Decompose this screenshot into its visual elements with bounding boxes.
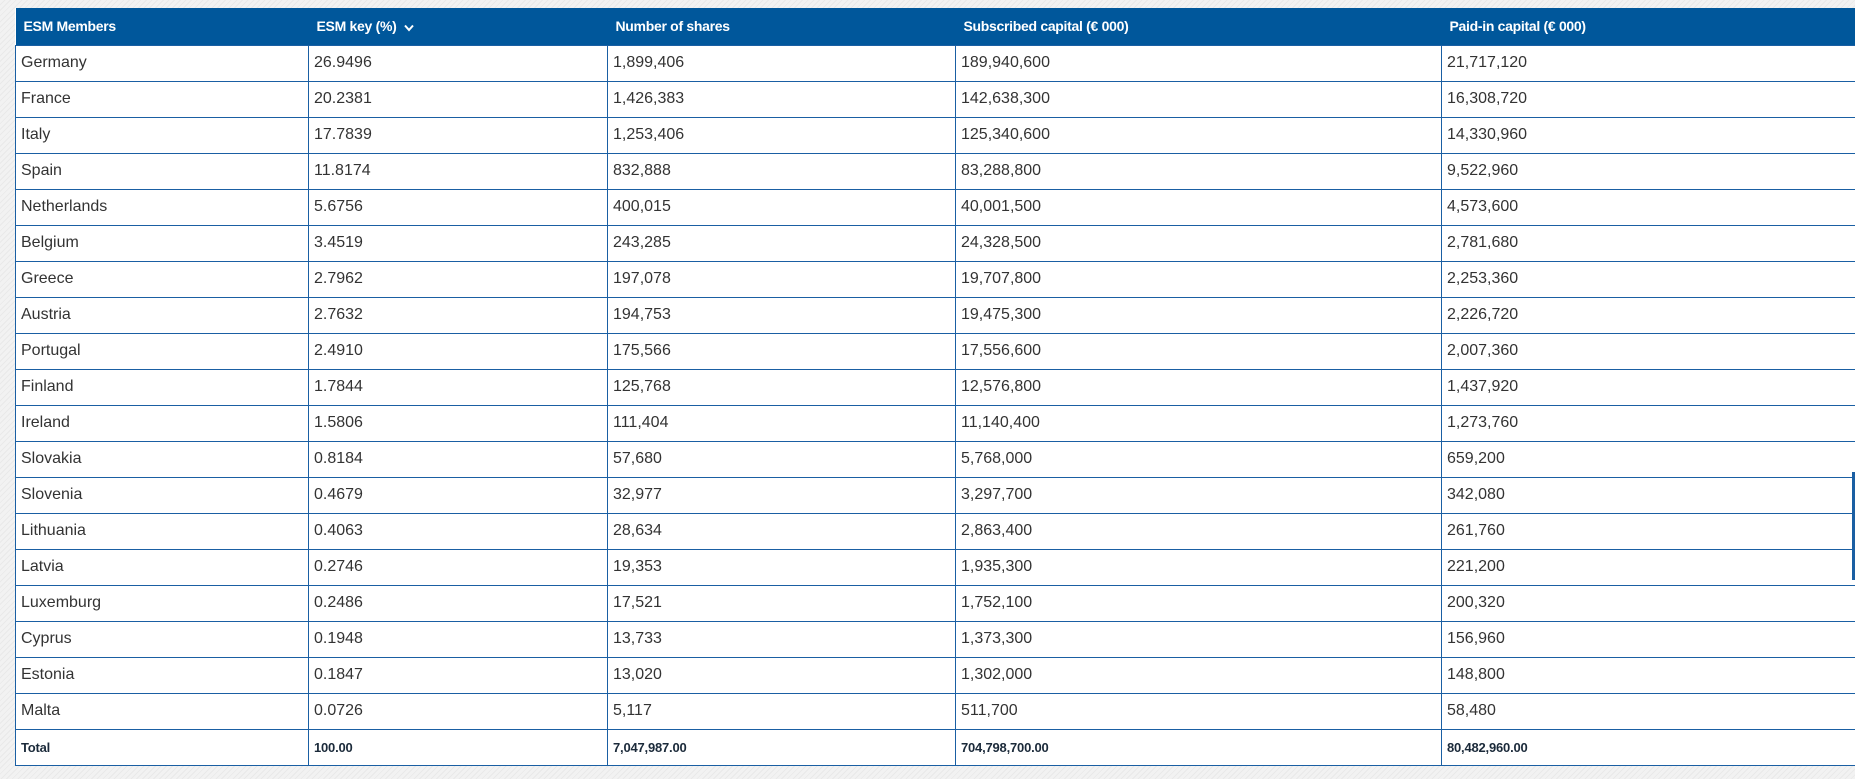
cell-member: Luxemburg (16, 585, 309, 621)
column-header-label: Paid-in capital (€ 000) (1449, 18, 1586, 35)
table-row (16, 513, 1855, 549)
cell-esm-key: 3.4519 (309, 225, 608, 261)
cell-subscribed: 511,700 (956, 693, 1442, 729)
cell-esm-key: 1.5806 (309, 405, 608, 441)
cell-paid-in: 1,437,920 (1442, 369, 1855, 405)
cell-paid-in: 2,226,720 (1442, 297, 1855, 333)
cell-subscribed: 125,340,600 (956, 117, 1442, 153)
cell-shares: 32,977 (608, 477, 956, 513)
table-row (16, 153, 1855, 189)
cell-subscribed: 1,752,100 (956, 585, 1442, 621)
column-header-esm-key[interactable] (309, 8, 608, 45)
cell-esm-key: 11.8174 (309, 153, 608, 189)
table-row (16, 45, 1855, 81)
cell-shares: 243,285 (608, 225, 956, 261)
table-row (16, 693, 1855, 729)
cell-subscribed: 83,288,800 (956, 153, 1442, 189)
cell-paid-in: 2,007,360 (1442, 333, 1855, 369)
cell-member: Ireland (16, 405, 309, 441)
cell-paid-in: 1,273,760 (1442, 405, 1855, 441)
cell-subscribed: 12,576,800 (956, 369, 1442, 405)
column-header-label: ESM Members (23, 18, 116, 35)
cell-subscribed: 189,940,600 (956, 45, 1442, 81)
cell-member: Austria (16, 297, 309, 333)
cell-paid-in: 2,253,360 (1442, 261, 1855, 297)
column-header-label: ESM key (%) (316, 17, 397, 34)
cell-subscribed: 1,373,300 (956, 621, 1442, 657)
cell-member: Latvia (16, 549, 309, 585)
cell-shares: 194,753 (608, 297, 956, 333)
cell-shares: 832,888 (608, 153, 956, 189)
table-row (16, 189, 1855, 225)
cell-paid-in: 58,480 (1442, 693, 1855, 729)
table-row (16, 81, 1855, 117)
column-header-subscribed-capital[interactable] (956, 8, 1442, 45)
cell-shares: 1,426,383 (608, 81, 956, 117)
cell-subscribed: 3,297,700 (956, 477, 1442, 513)
table-row (16, 261, 1855, 297)
cell-paid-in: 200,320 (1442, 585, 1855, 621)
cell-esm-key: 0.2746 (309, 549, 608, 585)
table-header (16, 8, 1855, 45)
cell-shares: 19,353 (608, 549, 956, 585)
cell-shares: 13,020 (608, 657, 956, 693)
table-row (16, 297, 1855, 333)
cell-paid-in: 9,522,960 (1442, 153, 1855, 189)
table-row (16, 369, 1855, 405)
cell-esm-key: 0.1847 (309, 657, 608, 693)
cell-shares: 197,078 (608, 261, 956, 297)
cell-shares: 5,117 (608, 693, 956, 729)
cell-subscribed: 2,863,400 (956, 513, 1442, 549)
cell-esm-key: 2.7962 (309, 261, 608, 297)
cell-subscribed: 40,001,500 (956, 189, 1442, 225)
table-body (16, 45, 1855, 765)
cell-member: Cyprus (16, 621, 309, 657)
column-header-label: Subscribed capital (€ 000) (963, 18, 1129, 35)
cell-member: Estonia (16, 657, 309, 693)
cell-esm-key: 0.1948 (309, 621, 608, 657)
total-paid-in: 80,482,960.00 (1442, 729, 1855, 765)
total-shares: 7,047,987.00 (608, 729, 956, 765)
cell-paid-in: 221,200 (1442, 549, 1855, 585)
cell-member: Greece (16, 261, 309, 297)
table-row (16, 117, 1855, 153)
cell-shares: 57,680 (608, 441, 956, 477)
cell-member: Malta (16, 693, 309, 729)
cell-shares: 125,768 (608, 369, 956, 405)
cell-esm-key: 0.0726 (309, 693, 608, 729)
cell-subscribed: 17,556,600 (956, 333, 1442, 369)
cell-subscribed: 19,707,800 (956, 261, 1442, 297)
cell-shares: 111,404 (608, 405, 956, 441)
cell-subscribed: 142,638,300 (956, 81, 1442, 117)
cell-esm-key: 0.4063 (309, 513, 608, 549)
cell-paid-in: 21,717,120 (1442, 45, 1855, 81)
cell-shares: 17,521 (608, 585, 956, 621)
cell-member: Spain (16, 153, 309, 189)
cell-esm-key: 20.2381 (309, 81, 608, 117)
cell-member: Finland (16, 369, 309, 405)
table-row (16, 657, 1855, 693)
cell-shares: 1,899,406 (608, 45, 956, 81)
cell-esm-key: 0.2486 (309, 585, 608, 621)
cell-esm-key: 5.6756 (309, 189, 608, 225)
column-header-esm-members[interactable] (16, 8, 309, 45)
cell-paid-in: 148,800 (1442, 657, 1855, 693)
cell-paid-in: 4,573,600 (1442, 189, 1855, 225)
cell-paid-in: 659,200 (1442, 441, 1855, 477)
cell-esm-key: 1.7844 (309, 369, 608, 405)
cell-subscribed: 5,768,000 (956, 441, 1442, 477)
cell-esm-key: 2.4910 (309, 333, 608, 369)
total-subscribed: 704,798,700.00 (956, 729, 1442, 765)
cell-member: Netherlands (16, 189, 309, 225)
cell-esm-key: 17.7839 (309, 117, 608, 153)
header-row (16, 8, 1855, 45)
total-esm-key: 100.00 (309, 729, 608, 765)
cell-paid-in: 14,330,960 (1442, 117, 1855, 153)
cell-paid-in: 156,960 (1442, 621, 1855, 657)
cell-shares: 28,634 (608, 513, 956, 549)
column-header-label: Number of shares (615, 18, 730, 35)
cell-paid-in: 16,308,720 (1442, 81, 1855, 117)
cell-member: Germany (16, 45, 309, 81)
cell-shares: 13,733 (608, 621, 956, 657)
cell-member: Slovakia (16, 441, 309, 477)
cell-member: France (16, 81, 309, 117)
cell-shares: 1,253,406 (608, 117, 956, 153)
table-row (16, 225, 1855, 261)
table-row (16, 405, 1855, 441)
cell-paid-in: 342,080 (1442, 477, 1855, 513)
cell-paid-in: 2,781,680 (1442, 225, 1855, 261)
table-row (16, 333, 1855, 369)
cell-esm-key: 0.8184 (309, 441, 608, 477)
table-row (16, 585, 1855, 621)
total-row (16, 729, 1855, 765)
table-row (16, 621, 1855, 657)
table-row (16, 549, 1855, 585)
cell-esm-key: 26.9496 (309, 45, 608, 81)
cell-subscribed: 19,475,300 (956, 297, 1442, 333)
cell-shares: 400,015 (608, 189, 956, 225)
cell-subscribed: 1,302,000 (956, 657, 1442, 693)
cell-member: Slovenia (16, 477, 309, 513)
total-label: Total (16, 729, 309, 765)
cell-esm-key: 2.7632 (309, 297, 608, 333)
chevron-down-icon[interactable] (404, 19, 414, 35)
esm-capital-table (15, 8, 1855, 766)
table-row (16, 477, 1855, 513)
table-row (16, 441, 1855, 477)
cell-member: Lithuania (16, 513, 309, 549)
column-header-number-of-shares[interactable] (608, 8, 956, 45)
cell-paid-in: 261,760 (1442, 513, 1855, 549)
cell-member: Italy (16, 117, 309, 153)
cell-member: Portugal (16, 333, 309, 369)
cell-subscribed: 24,328,500 (956, 225, 1442, 261)
cell-subscribed: 11,140,400 (956, 405, 1442, 441)
cell-esm-key: 0.4679 (309, 477, 608, 513)
cell-subscribed: 1,935,300 (956, 549, 1442, 585)
cell-member: Belgium (16, 225, 309, 261)
cell-shares: 175,566 (608, 333, 956, 369)
column-header-paid-in-capital[interactable] (1442, 8, 1855, 45)
